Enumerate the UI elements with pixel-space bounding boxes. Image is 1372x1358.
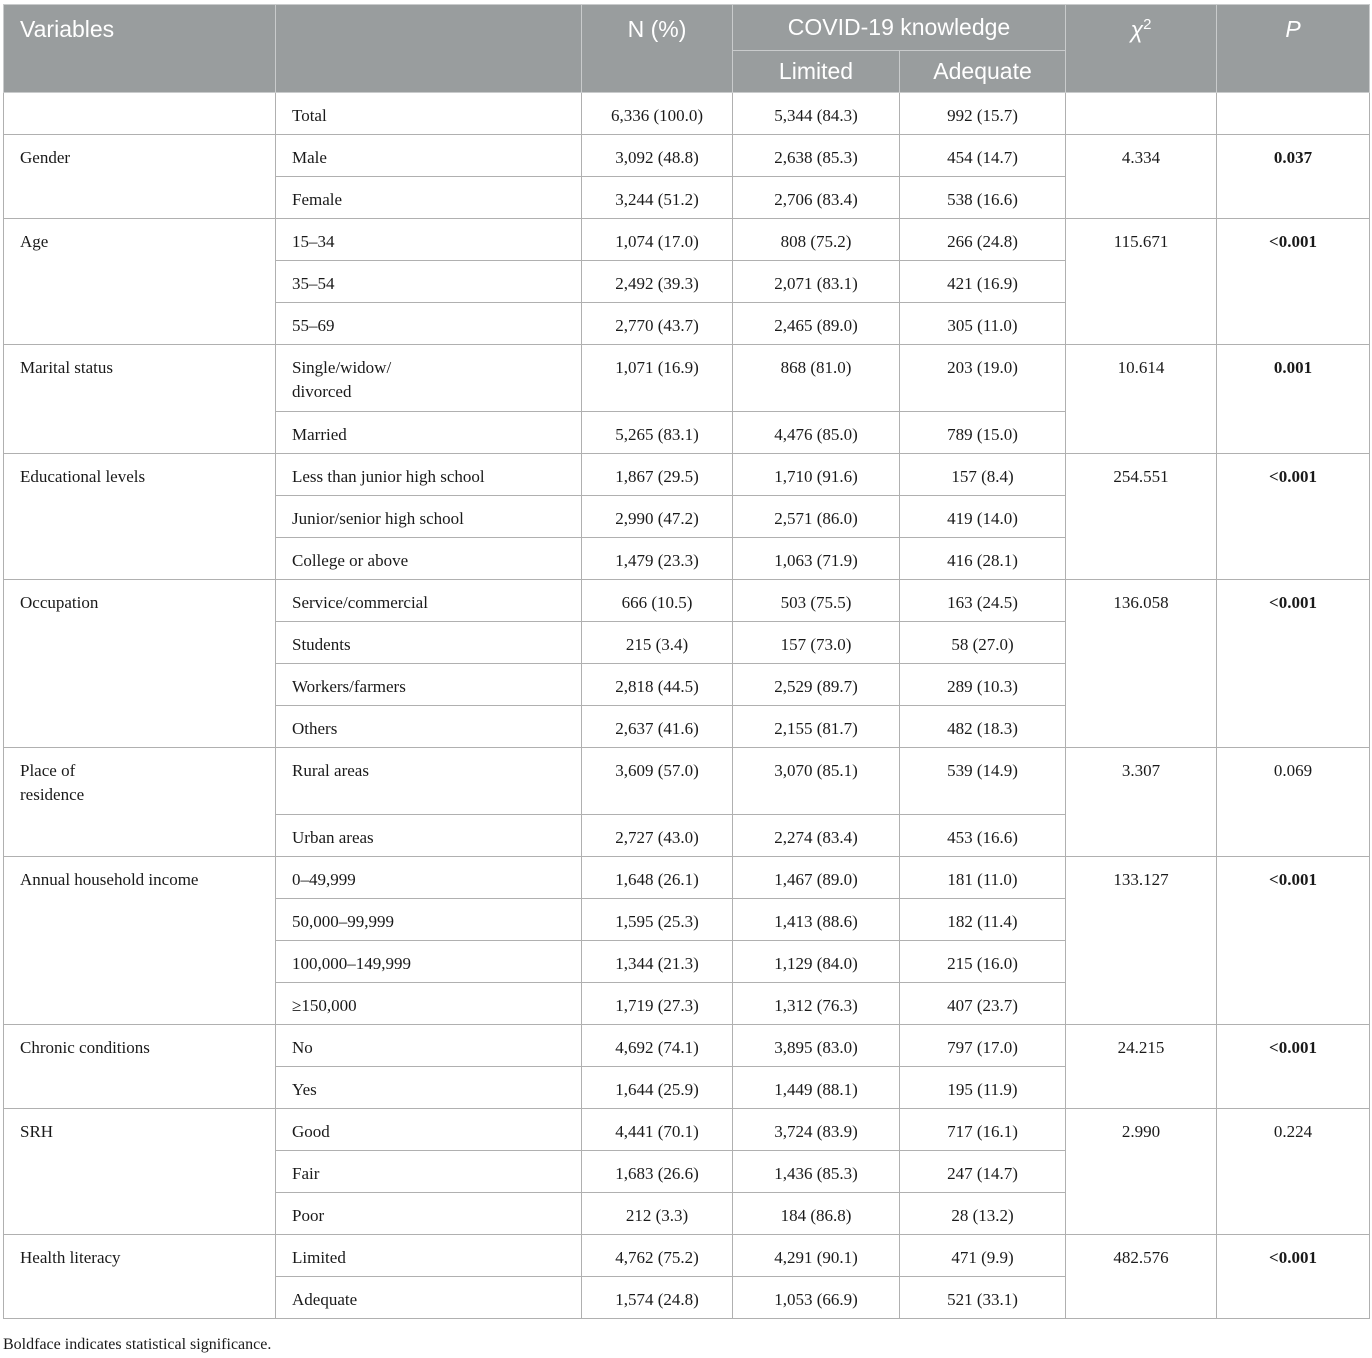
category-cell: 100,000–149,999 (276, 941, 582, 983)
table-row (4, 580, 1370, 622)
chi-square-cell: 115.671 (1066, 219, 1217, 345)
adequate-cell: 797 (17.0) (900, 1025, 1066, 1067)
chi-square-cell: 136.058 (1066, 580, 1217, 748)
n-percent-cell: 212 (3.3) (582, 1193, 733, 1235)
adequate-cell: 305 (11.0) (900, 303, 1066, 345)
category-cell: ≥150,000 (276, 983, 582, 1025)
header-variables: Variables (4, 5, 276, 93)
table-header (4, 5, 1370, 93)
limited-cell: 1,129 (84.0) (733, 941, 900, 983)
category-cell: Female (276, 177, 582, 219)
n-percent-cell: 4,692 (74.1) (582, 1025, 733, 1067)
variable-cell: Educational levels (4, 454, 276, 580)
limited-cell: 2,155 (81.7) (733, 706, 900, 748)
p-value-cell: <0.001 (1217, 219, 1370, 345)
adequate-cell: 182 (11.4) (900, 899, 1066, 941)
n-percent-cell: 2,770 (43.7) (582, 303, 733, 345)
adequate-cell: 521 (33.1) (900, 1277, 1066, 1319)
chi-square-cell: 24.215 (1066, 1025, 1217, 1109)
p-value-cell: 0.037 (1217, 135, 1370, 219)
category-cell: 35–54 (276, 261, 582, 303)
n-percent-cell: 4,762 (75.2) (582, 1235, 733, 1277)
p-value-cell: <0.001 (1217, 454, 1370, 580)
adequate-cell: 407 (23.7) (900, 983, 1066, 1025)
limited-cell: 2,274 (83.4) (733, 815, 900, 857)
limited-cell: 3,070 (85.1) (733, 748, 900, 815)
category-cell: Total (276, 93, 582, 135)
table-row (4, 219, 1370, 261)
n-percent-cell: 2,990 (47.2) (582, 496, 733, 538)
header-chi-square (1066, 5, 1217, 93)
adequate-cell: 157 (8.4) (900, 454, 1066, 496)
adequate-cell: 247 (14.7) (900, 1151, 1066, 1193)
n-percent-cell: 1,074 (17.0) (582, 219, 733, 261)
limited-cell: 1,436 (85.3) (733, 1151, 900, 1193)
limited-cell: 5,344 (84.3) (733, 93, 900, 135)
category-cell: Married (276, 412, 582, 454)
p-value-cell: 0.069 (1217, 748, 1370, 857)
n-percent-cell: 1,344 (21.3) (582, 941, 733, 983)
n-percent-cell: 2,492 (39.3) (582, 261, 733, 303)
adequate-cell: 195 (11.9) (900, 1067, 1066, 1109)
p-value-cell: 0.224 (1217, 1109, 1370, 1235)
n-percent-cell: 3,244 (51.2) (582, 177, 733, 219)
limited-cell: 1,063 (71.9) (733, 538, 900, 580)
category-cell: Less than junior high school (276, 454, 582, 496)
table-row (4, 857, 1370, 899)
limited-cell: 2,465 (89.0) (733, 303, 900, 345)
chi-square-cell (1066, 93, 1217, 135)
limited-cell: 1,312 (76.3) (733, 983, 900, 1025)
category-cell: Limited (276, 1235, 582, 1277)
adequate-cell: 163 (24.5) (900, 580, 1066, 622)
category-cell: Poor (276, 1193, 582, 1235)
header-adequate: Adequate (900, 51, 1066, 93)
category-cell: Rural areas (276, 748, 582, 815)
n-percent-cell: 3,092 (48.8) (582, 135, 733, 177)
chi-square-cell: 4.334 (1066, 135, 1217, 219)
p-value-cell: 0.001 (1217, 345, 1370, 454)
n-percent-cell: 1,574 (24.8) (582, 1277, 733, 1319)
chi-square-cell: 3.307 (1066, 748, 1217, 857)
variable-cell (4, 93, 276, 135)
variable-cell: Health literacy (4, 1235, 276, 1319)
limited-cell: 503 (75.5) (733, 580, 900, 622)
category-cell: 0–49,999 (276, 857, 582, 899)
limited-cell: 808 (75.2) (733, 219, 900, 261)
variable-cell: Marital status (4, 345, 276, 454)
limited-cell: 4,291 (90.1) (733, 1235, 900, 1277)
adequate-cell: 538 (16.6) (900, 177, 1066, 219)
n-percent-cell: 1,648 (26.1) (582, 857, 733, 899)
n-percent-cell: 1,867 (29.5) (582, 454, 733, 496)
variable-cell: Chronic conditions (4, 1025, 276, 1109)
chi-square-cell: 482.576 (1066, 1235, 1217, 1319)
n-percent-cell: 1,644 (25.9) (582, 1067, 733, 1109)
adequate-cell: 215 (16.0) (900, 941, 1066, 983)
variable-cell: Occupation (4, 580, 276, 748)
n-percent-cell: 215 (3.4) (582, 622, 733, 664)
category-cell: 15–34 (276, 219, 582, 261)
limited-cell: 4,476 (85.0) (733, 412, 900, 454)
p-value-cell: <0.001 (1217, 1235, 1370, 1319)
header-n-percent: N (%) (582, 5, 733, 93)
header-category (276, 5, 582, 93)
table-row (4, 93, 1370, 135)
results-table (3, 4, 1370, 1319)
adequate-cell: 789 (15.0) (900, 412, 1066, 454)
variable-cell: Annual household income (4, 857, 276, 1025)
chi-superscript: 2 (1143, 16, 1152, 33)
chi-square-cell: 254.551 (1066, 454, 1217, 580)
n-percent-cell: 1,683 (26.6) (582, 1151, 733, 1193)
limited-cell: 1,413 (88.6) (733, 899, 900, 941)
n-percent-cell: 5,265 (83.1) (582, 412, 733, 454)
adequate-cell: 471 (9.9) (900, 1235, 1066, 1277)
limited-cell: 1,053 (66.9) (733, 1277, 900, 1319)
adequate-cell: 181 (11.0) (900, 857, 1066, 899)
variable-cell: Age (4, 219, 276, 345)
p-value-cell: <0.001 (1217, 1025, 1370, 1109)
category-cell: Workers/farmers (276, 664, 582, 706)
chi-square-cell: 2.990 (1066, 1109, 1217, 1235)
category-cell: Students (276, 622, 582, 664)
n-percent-cell: 3,609 (57.0) (582, 748, 733, 815)
limited-cell: 1,449 (88.1) (733, 1067, 900, 1109)
table-row (4, 1025, 1370, 1067)
category-cell: Single/widow/ divorced (276, 345, 582, 412)
limited-cell: 2,529 (89.7) (733, 664, 900, 706)
variable-cell: Gender (4, 135, 276, 219)
chi-square-cell: 133.127 (1066, 857, 1217, 1025)
header-limited: Limited (733, 51, 900, 93)
category-cell: Good (276, 1109, 582, 1151)
adequate-cell: 421 (16.9) (900, 261, 1066, 303)
limited-cell: 3,895 (83.0) (733, 1025, 900, 1067)
adequate-cell: 203 (19.0) (900, 345, 1066, 412)
n-percent-cell: 2,727 (43.0) (582, 815, 733, 857)
p-value-cell: <0.001 (1217, 857, 1370, 1025)
category-cell: Service/commercial (276, 580, 582, 622)
category-cell: Male (276, 135, 582, 177)
category-cell: Urban areas (276, 815, 582, 857)
n-percent-cell: 1,595 (25.3) (582, 899, 733, 941)
limited-cell: 1,710 (91.6) (733, 454, 900, 496)
adequate-cell: 539 (14.9) (900, 748, 1066, 815)
adequate-cell: 416 (28.1) (900, 538, 1066, 580)
limited-cell: 3,724 (83.9) (733, 1109, 900, 1151)
table-row (4, 1109, 1370, 1151)
n-percent-cell: 1,071 (16.9) (582, 345, 733, 412)
category-cell: 50,000–99,999 (276, 899, 582, 941)
table-row (4, 454, 1370, 496)
adequate-cell: 482 (18.3) (900, 706, 1066, 748)
category-cell: Adequate (276, 1277, 582, 1319)
header-covid-knowledge: COVID-19 knowledge (733, 5, 1066, 51)
n-percent-cell: 1,479 (23.3) (582, 538, 733, 580)
adequate-cell: 289 (10.3) (900, 664, 1066, 706)
table-row (4, 748, 1370, 815)
variable-cell: Place of residence (4, 748, 276, 857)
header-p-value: P (1217, 5, 1370, 93)
table-row (4, 345, 1370, 412)
table-footnote: Boldface indicates statistical significance. (3, 1336, 272, 1353)
limited-cell: 157 (73.0) (733, 622, 900, 664)
limited-cell: 868 (81.0) (733, 345, 900, 412)
category-cell: Yes (276, 1067, 582, 1109)
limited-cell: 2,071 (83.1) (733, 261, 900, 303)
limited-cell: 184 (86.8) (733, 1193, 900, 1235)
adequate-cell: 28 (13.2) (900, 1193, 1066, 1235)
adequate-cell: 266 (24.8) (900, 219, 1066, 261)
category-cell: Junior/senior high school (276, 496, 582, 538)
adequate-cell: 717 (16.1) (900, 1109, 1066, 1151)
adequate-cell: 992 (15.7) (900, 93, 1066, 135)
table-row (4, 135, 1370, 177)
adequate-cell: 453 (16.6) (900, 815, 1066, 857)
p-value-cell (1217, 93, 1370, 135)
category-cell: No (276, 1025, 582, 1067)
limited-cell: 2,638 (85.3) (733, 135, 900, 177)
n-percent-cell: 666 (10.5) (582, 580, 733, 622)
adequate-cell: 419 (14.0) (900, 496, 1066, 538)
n-percent-cell: 4,441 (70.1) (582, 1109, 733, 1151)
adequate-cell: 454 (14.7) (900, 135, 1066, 177)
adequate-cell: 58 (27.0) (900, 622, 1066, 664)
limited-cell: 2,571 (86.0) (733, 496, 900, 538)
chi-square-cell: 10.614 (1066, 345, 1217, 454)
limited-cell: 1,467 (89.0) (733, 857, 900, 899)
limited-cell: 2,706 (83.4) (733, 177, 900, 219)
variable-cell: SRH (4, 1109, 276, 1235)
p-value-cell: <0.001 (1217, 580, 1370, 748)
n-percent-cell: 2,818 (44.5) (582, 664, 733, 706)
n-percent-cell: 6,336 (100.0) (582, 93, 733, 135)
category-cell: Others (276, 706, 582, 748)
category-cell: Fair (276, 1151, 582, 1193)
table-body (4, 93, 1370, 1319)
category-cell: College or above (276, 538, 582, 580)
category-cell: 55–69 (276, 303, 582, 345)
n-percent-cell: 2,637 (41.6) (582, 706, 733, 748)
chi-symbol: χ (1130, 16, 1144, 43)
table-row (4, 1235, 1370, 1277)
n-percent-cell: 1,719 (27.3) (582, 983, 733, 1025)
